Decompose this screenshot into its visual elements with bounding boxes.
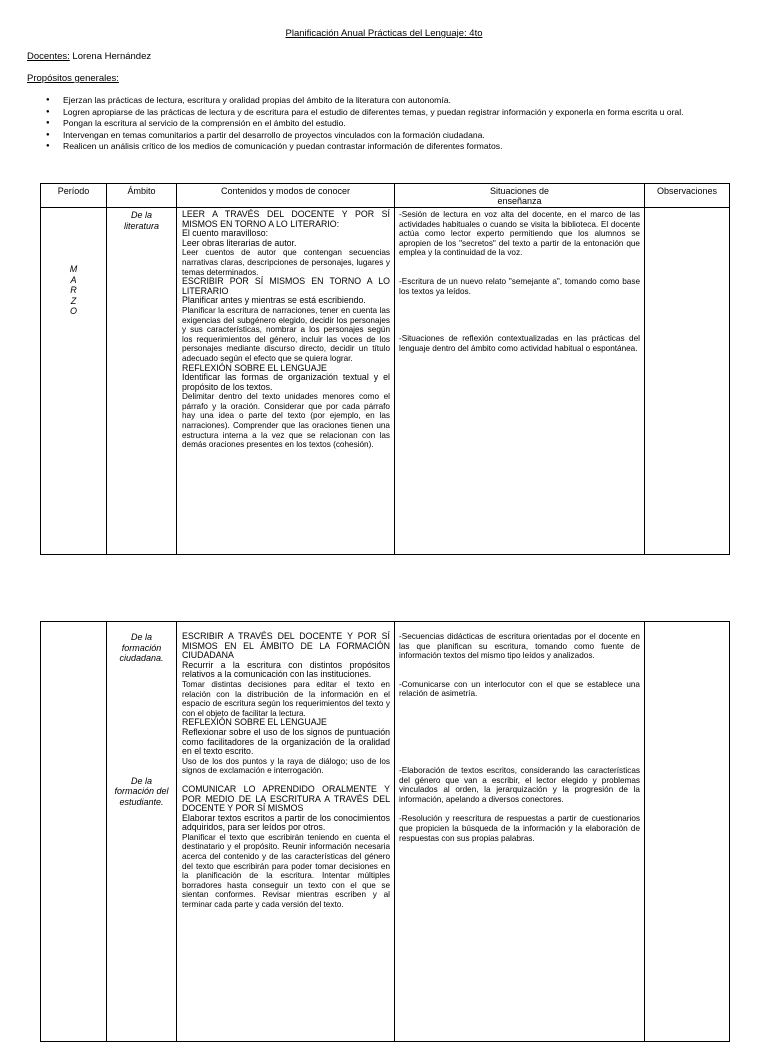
periodo-cell	[41, 622, 107, 1042]
page-title: Planificación Anual Prácticas del Lenguaje: 4to	[285, 28, 483, 39]
observaciones-cell	[645, 208, 730, 555]
table-row	[41, 622, 730, 1042]
docentes-line	[27, 51, 151, 62]
observaciones-cell	[645, 622, 730, 1042]
contenidos-cell: LEER A TRAVÉS DEL DOCENTE Y POR SÍ MISMOS EN TORNO A LO LITERARIO: El cuento maravilloso: Leer obras literarias de autor. Leer cuentos de autor que contengan secuencias narrativas claras, descripciones de personajes, lugares y temas determinados. ESCRIBIR POR SÍ MISMOS EN TORNO A LO LITERARIO Planificar antes y mientras se está escribiendo. Planificar la escritura de narraciones, tener en cuenta las exigencias del subgénero elegido, decidir los personajes y sus características, nombrar a los personajes según los requerimientos del género, incluir las voces de los personajes mediante discurso directo, decidir un título adecuado según el efecto que se quiera lograr. REFLEXIÓN SOBRE EL LENGUAJE Identificar las formas de organización textual y el propósito de los textos. Delimitar dentro del texto unidades menores como el párrafo y la oración. Considerar que por cada párrafo hay una idea o parte del texto (por ejemplo, en las narraciones). Comprender que las oraciones tienen una estructura interna a la vez que se relacionan con las demás oraciones presentes en los textos (cohesión).	[177, 208, 395, 555]
header-ambito: Ámbito	[107, 184, 177, 208]
situaciones-cell: -Secuencias didácticas de escritura orientadas por el docente en las que planifican su escritura, tomando como fuente de información textos del mismo tipo leídos y analizados. -Comunicarse con un interlocutor con el que se establece una relación de asimetría. -Elaboración de textos escritos, considerando las características del género que van a escribir, el lector elegido y problemas vinculados al orden, la jerarquización y la progresión de la información, apelando a diversos conectores. -Resolución y reescritura de respuestas a partir de cuestionarios que propicien la búsqueda de la información y la elaboración de respuestas con sus propias palabras.	[395, 622, 645, 1042]
situaciones-cell: -Sesión de lectura en voz alta del docente, en el marco de las actividades habituales o cuando se visita la biblioteca. El docente actúa como lector experto permitiendo que los alumnos se apropien de los "secretos" del texto a partir de la entonación que emplea y la continuidad de la voz. -Escritura de un nuevo relato "semejante a", tomando como base los textos ya leídos. -Situaciones de reflexión contextualizadas en las prácticas del lenguaje dentro del ámbito como actividad habitual o espontánea.	[395, 208, 645, 555]
table-row	[41, 208, 730, 555]
proposito-item: ● Logren apropiarse de las prácticas de lectura y de escritura para el estudio de diferentes temas, y puedan registrar información y exponerla en forma escrita u oral.	[63, 107, 768, 119]
proposito-item: ● Pongan la escritura al servicio de la comprensión en el ámbito del estudio.	[63, 118, 768, 130]
proposito-item: ● Realicen un análisis crítico de los medios de comunicación y puedan contrastar información de diferentes formatos.	[63, 141, 768, 153]
ambito-cell: De la literatura	[107, 208, 177, 555]
header-situaciones: Situaciones de enseñanza	[395, 184, 645, 208]
proposito-item: ● Intervengan en temas comunitarios a partir del desarrollo de proyectos vinculados con la formación ciudadana.	[63, 130, 768, 142]
contenidos-cell: ESCRIBIR A TRAVÉS DEL DOCENTE Y POR SÍ MISMOS EN EL ÁMBITO DE LA FORMACIÓN CIUDADANA Recurrir a la escritura con distintos propósitos relativos a la comunicación con las instituciones. Tomar distintas decisiones para editar el texto en relación con la distribución de la información en el espacio de escritura según los requerimientos del texto y con el objeto de facilitar la lectura. REFLEXIÓN SOBRE EL LENGUAJE Reflexionar sobre el uso de los signos de puntuación como facilitadores de la organización de la oralidad en el texto escrito. Uso de los dos puntos y la raya de diálogo; uso de los signos de exclamación e interrogación. COMUNICAR LO APRENDIDO ORALMENTE Y POR MEDIO DE LA ESCRITURA A TRAVÉS DEL DOCENTE Y POR SÍ MISMOS Elaborar textos escritos a partir de los conocimientos adquiridos, para ser leídos por otros. Planificar el texto que escribirán teniendo en cuenta el destinatario y el propósito. Reunir información necesaria acerca del contenido y de las características del género del texto que escribirán para poder tomar decisiones en la planificación de la escritura. Intentar múltiples borradores hasta conseguir un texto con el que se sientan conformes. Revisar mientras escriben y al terminar cada parte y cada versión del texto.	[177, 622, 395, 1042]
ambito-cell: De la formación ciudadana. De la formación del estudiante.	[107, 622, 177, 1042]
month-marzo: M A R Z O	[41, 208, 107, 555]
proposito-item: ● Ejerzan las prácticas de lectura, escritura y oralidad propias del ámbito de la literatura con autonomía.	[63, 95, 768, 107]
header-observaciones: Observaciones	[645, 184, 730, 208]
propositos-heading: Propósitos generales:	[27, 73, 119, 84]
propositos-list	[27, 95, 768, 153]
planning-table-2	[40, 621, 730, 1042]
header-periodo: Período	[41, 184, 107, 208]
docentes-label: Docentes:	[27, 51, 70, 62]
planning-table-1	[40, 183, 730, 555]
docentes-value: Lorena Hernández	[69, 51, 152, 62]
table-header-row	[41, 184, 730, 208]
header-contenidos: Contenidos y modos de conocer	[177, 184, 395, 208]
